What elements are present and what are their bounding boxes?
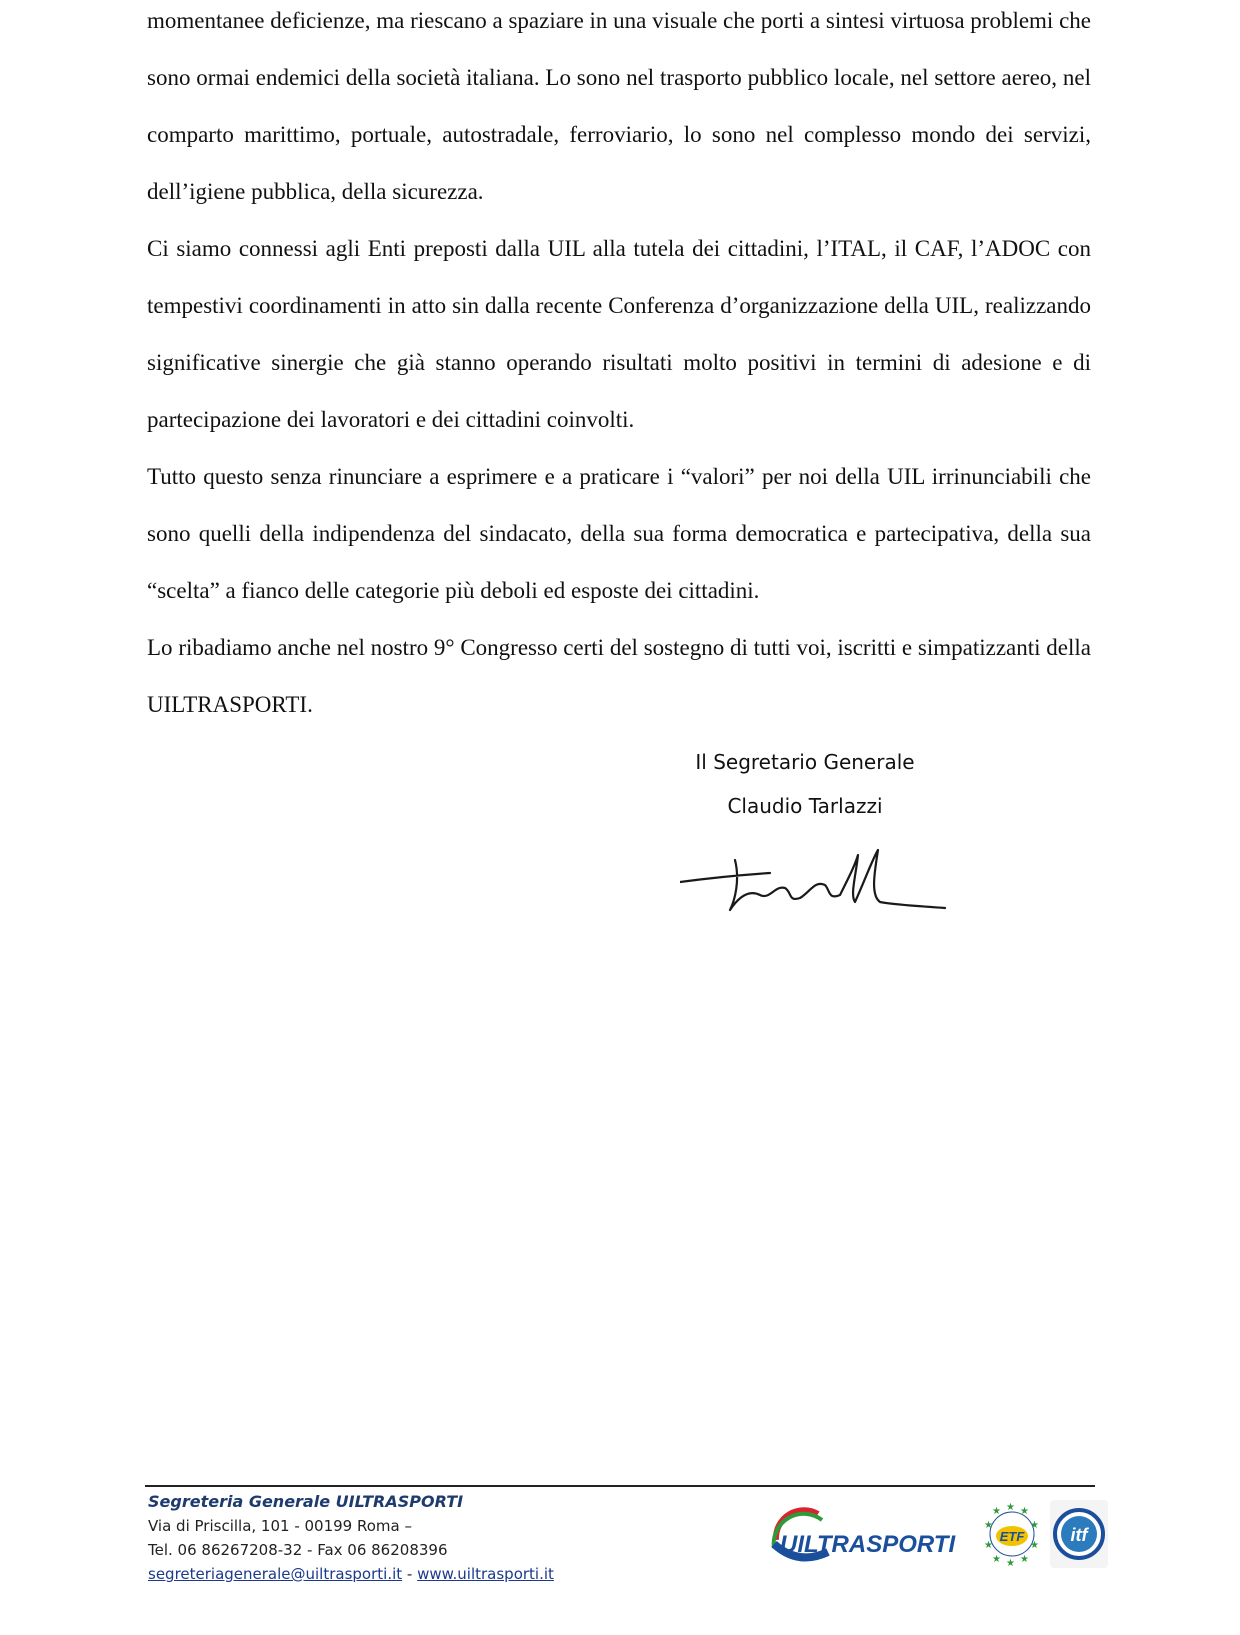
letter-body [147, 0, 1091, 733]
footer-address: Via di Priscilla, 101 - 00199 Roma – [148, 1517, 412, 1535]
svg-text:★: ★ [984, 1520, 993, 1531]
svg-text:★: ★ [992, 1554, 1001, 1565]
etf-logo-text: ETF [999, 1529, 1025, 1544]
svg-text:★: ★ [1030, 1540, 1039, 1551]
uiltrasporti-logo-text: UILTRASPORTI [780, 1531, 956, 1558]
signatory-name: Claudio Tarlazzi [727, 794, 883, 818]
email-link[interactable]: segreteriagenerale@uiltrasporti.it [148, 1565, 403, 1583]
svg-text:★: ★ [984, 1540, 993, 1551]
paragraph-2: Ci siamo connessi agli Enti preposti dalla UIL alla tutela dei cittadini, l’ITAL, il CAF, l’ADOC con tempestivi coordinamenti in atto sin dalla recente Conferenza d’organizzazione della UIL, realizzando significative sinergie che già stanno operando risultati molto positivi in termini di adesione e di partecipazione dei lavoratori e dei cittadini coinvolti. [147, 236, 1091, 432]
footer-title: Segreteria Generale UILTRASPORTI [148, 1492, 464, 1511]
link-separator: - [402, 1565, 418, 1583]
itf-logo [1050, 1500, 1108, 1568]
uiltrasporti-logo [774, 1510, 957, 1558]
paragraph-1: momentanee deficienze, ma riescano a spaziare in una visuale che porti a sintesi virtuosa problemi che sono ormai endemici della società italiana. Lo sono nel trasporto pubblico locale, nel settore aereo, nel comparto marittimo, portuale, autostradale, ferroviario, lo sono nel complesso mondo dei servizi, dell’igiene pubblica, della sicurezza. [147, 8, 1091, 204]
website-link[interactable]: www.uiltrasporti.it [417, 1565, 554, 1583]
signature-block [655, 740, 955, 828]
handwritten-signature-icon [680, 840, 950, 920]
svg-text:★: ★ [1006, 1502, 1015, 1513]
footer-contact [148, 1490, 748, 1586]
footer-phone: Tel. 06 86267208-32 - Fax 06 86208396 [148, 1541, 448, 1559]
svg-text:★: ★ [992, 1506, 1001, 1517]
svg-text:★: ★ [1006, 1558, 1015, 1569]
paragraph-3: Tutto questo senza rinunciare a esprimere e a praticare i “valori” per noi della UIL irrinunciabili che sono quelli della indipendenza del sindacato, della sua forma democratica e partecipativa, della sua “scelta” a fianco delle categorie più deboli ed esposte dei cittadini. [147, 464, 1091, 603]
logos-group [768, 1500, 1108, 1570]
etf-logo [982, 1500, 1042, 1569]
footer-divider [145, 1485, 1095, 1487]
itf-logo-text: itf [1070, 1525, 1088, 1545]
svg-text:★: ★ [1020, 1506, 1029, 1517]
signatory-role: Il Segretario Generale [695, 750, 915, 774]
svg-text:★: ★ [1030, 1520, 1039, 1531]
svg-text:★: ★ [1020, 1554, 1029, 1565]
paragraph-4: Lo ribadiamo anche nel nostro 9° Congresso certi del sostegno di tutti voi, iscritti e simpatizzanti della UILTRASPORTI. [147, 635, 1091, 717]
footer-links [148, 1562, 748, 1586]
